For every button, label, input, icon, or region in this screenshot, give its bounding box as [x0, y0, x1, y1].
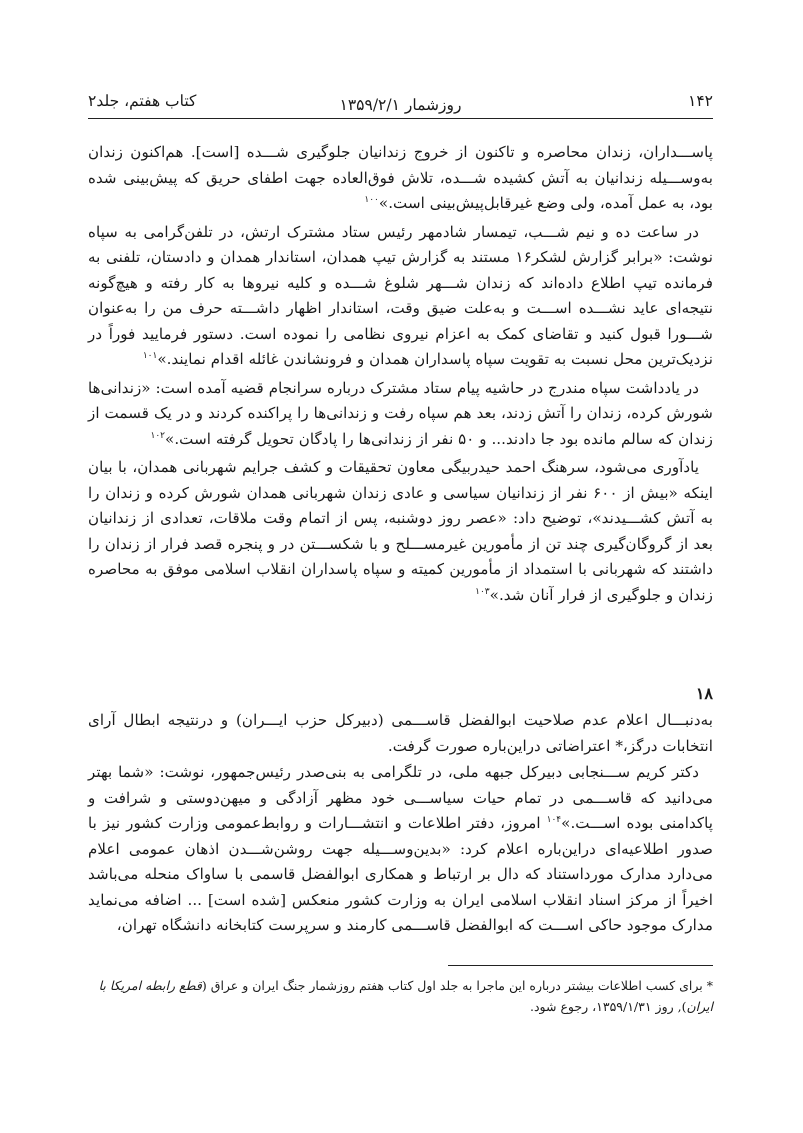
footnote-book-subtitle: قطع رابطه امریکا با ایران	[98, 978, 713, 1014]
date-title: روزشمار ۱۳۵۹/۲/۱	[339, 96, 462, 114]
paragraph: دکتر کریم ســـنجابی دبیرکل جبهه ملی، در تلگرامی به بنی‌صدر رئیس‌جمهور، نوشت: «شما بهتر می‌دانید که قاســـمی در تمام حیات سیاســـی خود مظهر آزادگی و میهن‌دوستی و شرافت و پاکدامنی بوده اســـت.»$^{۱۰۴}$ امروز، دفتر اطلاعات و انتشـــارات و روابط‌عمومی وزارت کشور نیز با صدور اطلاعیه‌ای دراین‌باره اعلام کرد: «بدین‌وســـیله جهت روشن‌شـــدن اذهان عمومی اعلام می‌دارد مدارک مورداستناد که دال بر ارتباط و همکاری ابوالفضل قاسمی با ساواک منحله می‌باشد اخیراً از مرکز اسناد انقلاب اسلامی ایران به وزارت کشور منعکس [شده است] ... اضافه می‌نماید مدارک موجود حاکی اســـت که ابوالفضل قاســـمی کارمند و سرپرست کتابخانه دانشگاه تهران،	[88, 763, 713, 934]
book-title: کتاب هفتم، جلد۲	[88, 92, 197, 110]
paragraph: در ساعت ده و نیم شـــب، تیمسار شادمهر رئیس ستاد مشترک ارتش، در تلفن‌گرامی به سپاه نوشت: «برابر گزارش لشکر۱۶ مستند به گزارش تیپ همدان، استاندار همدان و دادستان، تلفنی به فرمانده تیپ اطلاع داده‌اند که زندان شـــهر شلوغ شـــده و کلیه نیروها به کار رفته و هیچ‌گونه نتیجه‌ای عاید نشـــده اســـت و به‌علت ضیق وقت، استاندار اظهار داشـــته حرف من را به‌عنوان شـــورا قبول کنید و تقاضای کمک به اعزام نیروی نظامی را نموده است. دستور فرمایید فوراً در نزدیک‌ترین محل نسبت به تقویت سپاه پاسداران همدان و فرونشاندن غائله اقدام نمایند.»$^{۱۰۱}$	[88, 222, 714, 368]
paragraph: به‌دنبـــال اعلام عدم صلاحیت ابوالفضل قاســـمی (دبیرکل حزب ایـــران) و درنتیجه ابطال آرای انتخابات درگز،* اعتراضاتی دراین‌باره صورت گرفت.	[88, 711, 713, 755]
main-text	[88, 140, 713, 611]
running-header	[88, 90, 713, 120]
section-text	[88, 708, 713, 940]
endnote-ref: ۱۰۰	[364, 195, 379, 205]
endnote-ref: ۱۰۴	[546, 815, 562, 825]
section-number: ۱۸	[695, 684, 713, 703]
footnote: * برای کسب اطلاعات بیشتر درباره این ماجرا به جلد اول کتاب هفتم روزشمار جنگ ایران و عراق (قطع رابطه امریکا با ایران), روز ۱۳۵۹/۱/۳۱، رجوع شود.	[98, 978, 713, 1014]
page-number: ۱۴۲	[688, 92, 713, 110]
endnote-ref: ۱۰۲	[150, 430, 166, 441]
endnote-ref: ۱۰۳	[475, 586, 490, 597]
paragraph: در یادداشت سپاه مندرج در حاشیه پیام ستاد مشترک درباره سرانجام قضیه آمده است: «زندانی‌ها شورش کرده، زندان را آتش زدند، بعد هم سپاه رفت و زندانی‌ها را پراکنده کردند و در یک قسمت از زندان که سالم مانده بود جا دادند... و ۵۰ نفر از زندانی‌ها را پادگان تحویل گرفته است.»$^{۱۰۲}$	[88, 378, 713, 448]
endnote-ref: ۱۰۱	[142, 351, 158, 361]
paragraph: پاســـداران، زندان محاصره و تاکنون از خروج زندانیان جلوگیری شـــده [است]. هم‌اکنون زندان به‌وســـیله زندانیان به آتش کشیده شـــده، تلاش فوق‌العاده جهت اطفای حریق که پیش‌بینی شده بود، به عمل آمده، ولی وضع غیرقابل‌پیش‌بینی است.»$^{۱۰۰}$	[88, 143, 713, 212]
header-rule	[88, 118, 713, 119]
footnote-rule	[448, 965, 713, 966]
paragraph: یادآوری می‌شود، سرهنگ احمد حیدربیگی معاون تحقیقات و کشف جرایم شهربانی همدان، با بیان اینکه «بیش از ۶۰۰ نفر از زندانیان سیاسی و عادی زندان شهربانی همدان شورش کرده و زندان را به آتش کشـــیدند»، توضیح داد: «عصر روز دوشنبه، پس از اتمام وقت ملاقات، تعدادی از زندانیان بعد از گروگان‌گیری چند تن از مأمورین غیرمســـلح و با شکســـتن در و پنجره قصد فرار از زندان را داشتند که شهربانی با استمداد از مأمورین کمیته و سپاه پاسداران انقلاب اسلامی موفق به محاصره زندان و جلوگیری از فرار آنان شد.»$^{۱۰۳}$	[88, 458, 714, 604]
